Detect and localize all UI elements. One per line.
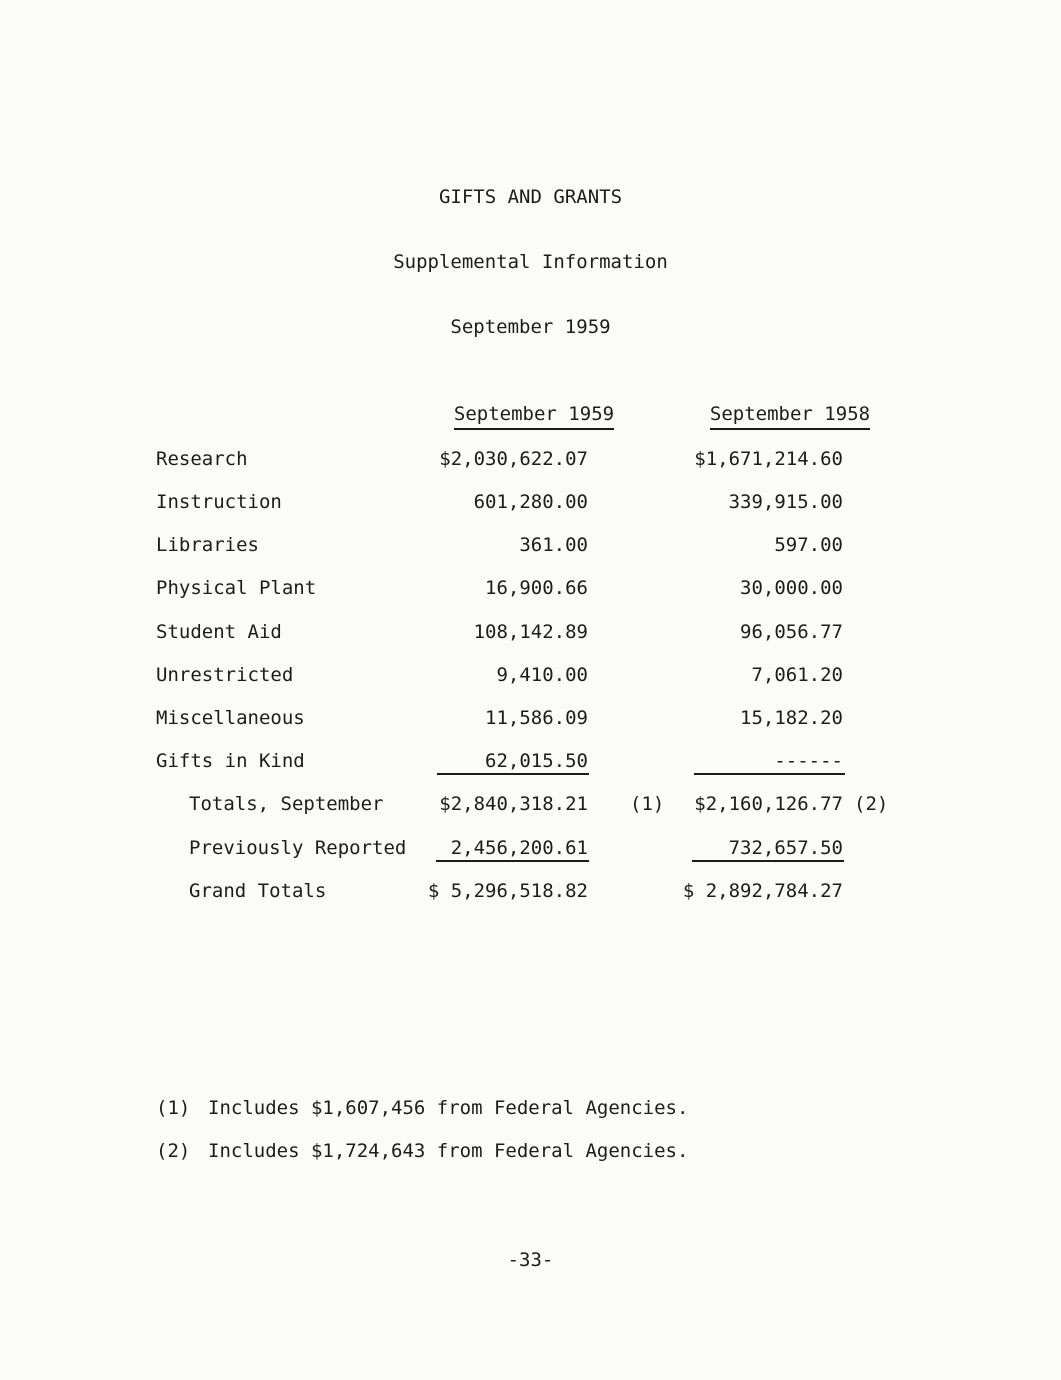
previously-reported-1958-value: 732,657.50 (728, 837, 843, 859)
totals-september-1958-value: $2,160,126.77 (694, 793, 843, 815)
research-1958-value: $1,671,214.60 (694, 448, 843, 470)
row-label-grand-totals: Grand Totals (189, 880, 327, 902)
gifts-in-kind-1958-value: ------ (774, 750, 843, 772)
previously-reported-1959-value: 2,456,200.61 (450, 837, 588, 859)
column-header-1959-label: September 1959 (454, 403, 614, 430)
row-label-student-aid: Student Aid (156, 621, 282, 643)
libraries-1959-value: 361.00 (519, 534, 588, 556)
miscellaneous-1958-value: 15,182.20 (740, 707, 843, 729)
row-label-totals-september: Totals, September (189, 793, 384, 815)
footnote-ref-2: (2) (854, 793, 889, 815)
gifts-in-kind-1959-value: 62,015.50 (485, 750, 588, 772)
unrestricted-1959-value: 9,410.00 (496, 664, 588, 686)
row-label-previously-reported: Previously Reported (189, 837, 407, 859)
grand-total-rule-1959 (436, 860, 589, 862)
student-aid-1959-value: 108,142.89 (473, 621, 588, 643)
row-label-research: Research (156, 448, 248, 470)
grand-totals-1959-value: $ 5,296,518.82 (427, 880, 588, 902)
instruction-1958-value: 339,915.00 (728, 491, 843, 513)
row-label-instruction: Instruction (156, 491, 282, 513)
row-label-unrestricted: Unrestricted (156, 664, 294, 686)
physical-plant-1959-value: 16,900.66 (485, 577, 588, 599)
column-header-1958-label: September 1958 (710, 403, 870, 430)
totals-september-1959-value: $2,840,318.21 (439, 793, 588, 815)
row-label-gifts-in-kind: Gifts in Kind (156, 750, 305, 772)
footnote-1 (156, 1097, 688, 1119)
subtotal-rule-1958 (694, 773, 845, 775)
footnote-ref-1: (1) (630, 793, 665, 815)
grand-total-rule-1958 (692, 860, 844, 862)
column-header-1959 (434, 403, 634, 425)
research-1959-value: $2,030,622.07 (439, 448, 588, 470)
row-label-miscellaneous: Miscellaneous (156, 707, 305, 729)
page-subtitle: Supplemental Information (393, 251, 668, 273)
row-label-libraries: Libraries (156, 534, 259, 556)
unrestricted-1958-value: 7,061.20 (751, 664, 843, 686)
footnote-1-number: (1) (156, 1097, 191, 1119)
footnote-1-text: Includes $1,607,456 from Federal Agencies. (208, 1097, 689, 1119)
subtotal-rule-1959 (437, 773, 589, 775)
footnote-2 (156, 1140, 688, 1162)
page-title: GIFTS AND GRANTS (438, 186, 623, 208)
miscellaneous-1959-value: 11,586.09 (485, 707, 588, 729)
physical-plant-1958-value: 30,000.00 (740, 577, 843, 599)
column-header-1958 (690, 403, 890, 425)
footnote-2-text: Includes $1,724,643 from Federal Agencies. (208, 1140, 689, 1162)
grand-totals-1958-value: $ 2,892,784.27 (682, 880, 843, 902)
instruction-1959-value: 601,280.00 (473, 491, 588, 513)
page-number: -33- (507, 1249, 554, 1271)
student-aid-1958-value: 96,056.77 (740, 621, 843, 643)
libraries-1958-value: 597.00 (774, 534, 843, 556)
footnote-2-number: (2) (156, 1140, 191, 1162)
report-date: September 1959 (450, 316, 611, 338)
row-label-physical-plant: Physical Plant (156, 577, 317, 599)
